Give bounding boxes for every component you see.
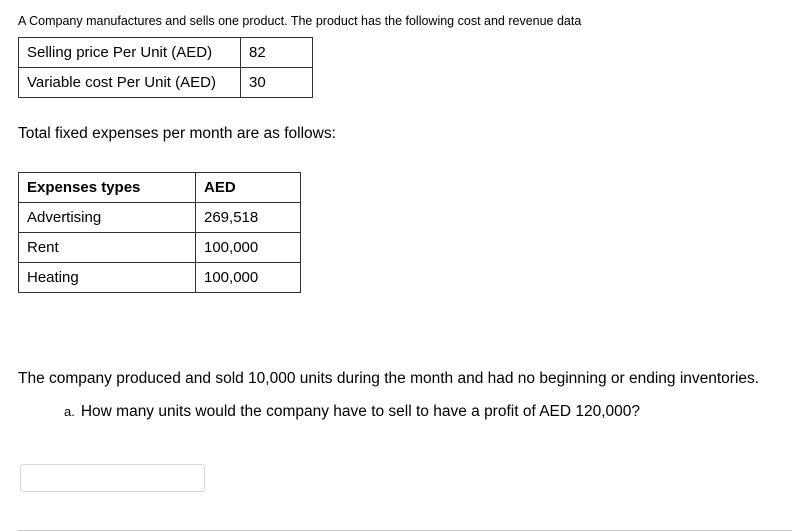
column-header-expense-type: Expenses types [19, 173, 196, 203]
price-label-cell: Selling price Per Unit (AED) [19, 38, 241, 68]
variable-cost-label-cell: Variable cost Per Unit (AED) [19, 68, 241, 98]
expense-type-cell: Advertising [19, 203, 196, 233]
fixed-expenses-heading: Total fixed expenses per month are as follows: [18, 125, 336, 142]
variable-cost-value-cell: 30 [241, 68, 313, 98]
divider [18, 530, 792, 531]
price-value-cell: 82 [241, 38, 313, 68]
column-header-aed: AED [196, 173, 301, 203]
expense-amount-cell: 100,000 [196, 233, 301, 263]
table-header-row [19, 173, 301, 203]
question-a [64, 403, 640, 421]
table-row [19, 38, 313, 68]
table-row [19, 203, 301, 233]
expense-amount-cell: 269,518 [196, 203, 301, 233]
fixed-expenses-table [18, 172, 301, 293]
production-statement: The company produced and sold 10,000 units during the month and had no beginning or ending inventories. [18, 370, 760, 387]
expense-type-cell: Rent [19, 233, 196, 263]
price-cost-table [18, 37, 313, 98]
answer-input[interactable] [20, 464, 205, 492]
table-row [19, 263, 301, 293]
question-text: How many units would the company have to sell to have a profit of AED 120,000? [80, 403, 641, 420]
table-row [19, 233, 301, 263]
table-row [19, 68, 313, 98]
expense-type-cell: Heating [19, 263, 196, 293]
expense-amount-cell: 100,000 [196, 263, 301, 293]
intro-text: A Company manufactures and sells one product. The product has the following cost and revenue data [18, 14, 582, 28]
question-marker: a. [64, 404, 75, 419]
